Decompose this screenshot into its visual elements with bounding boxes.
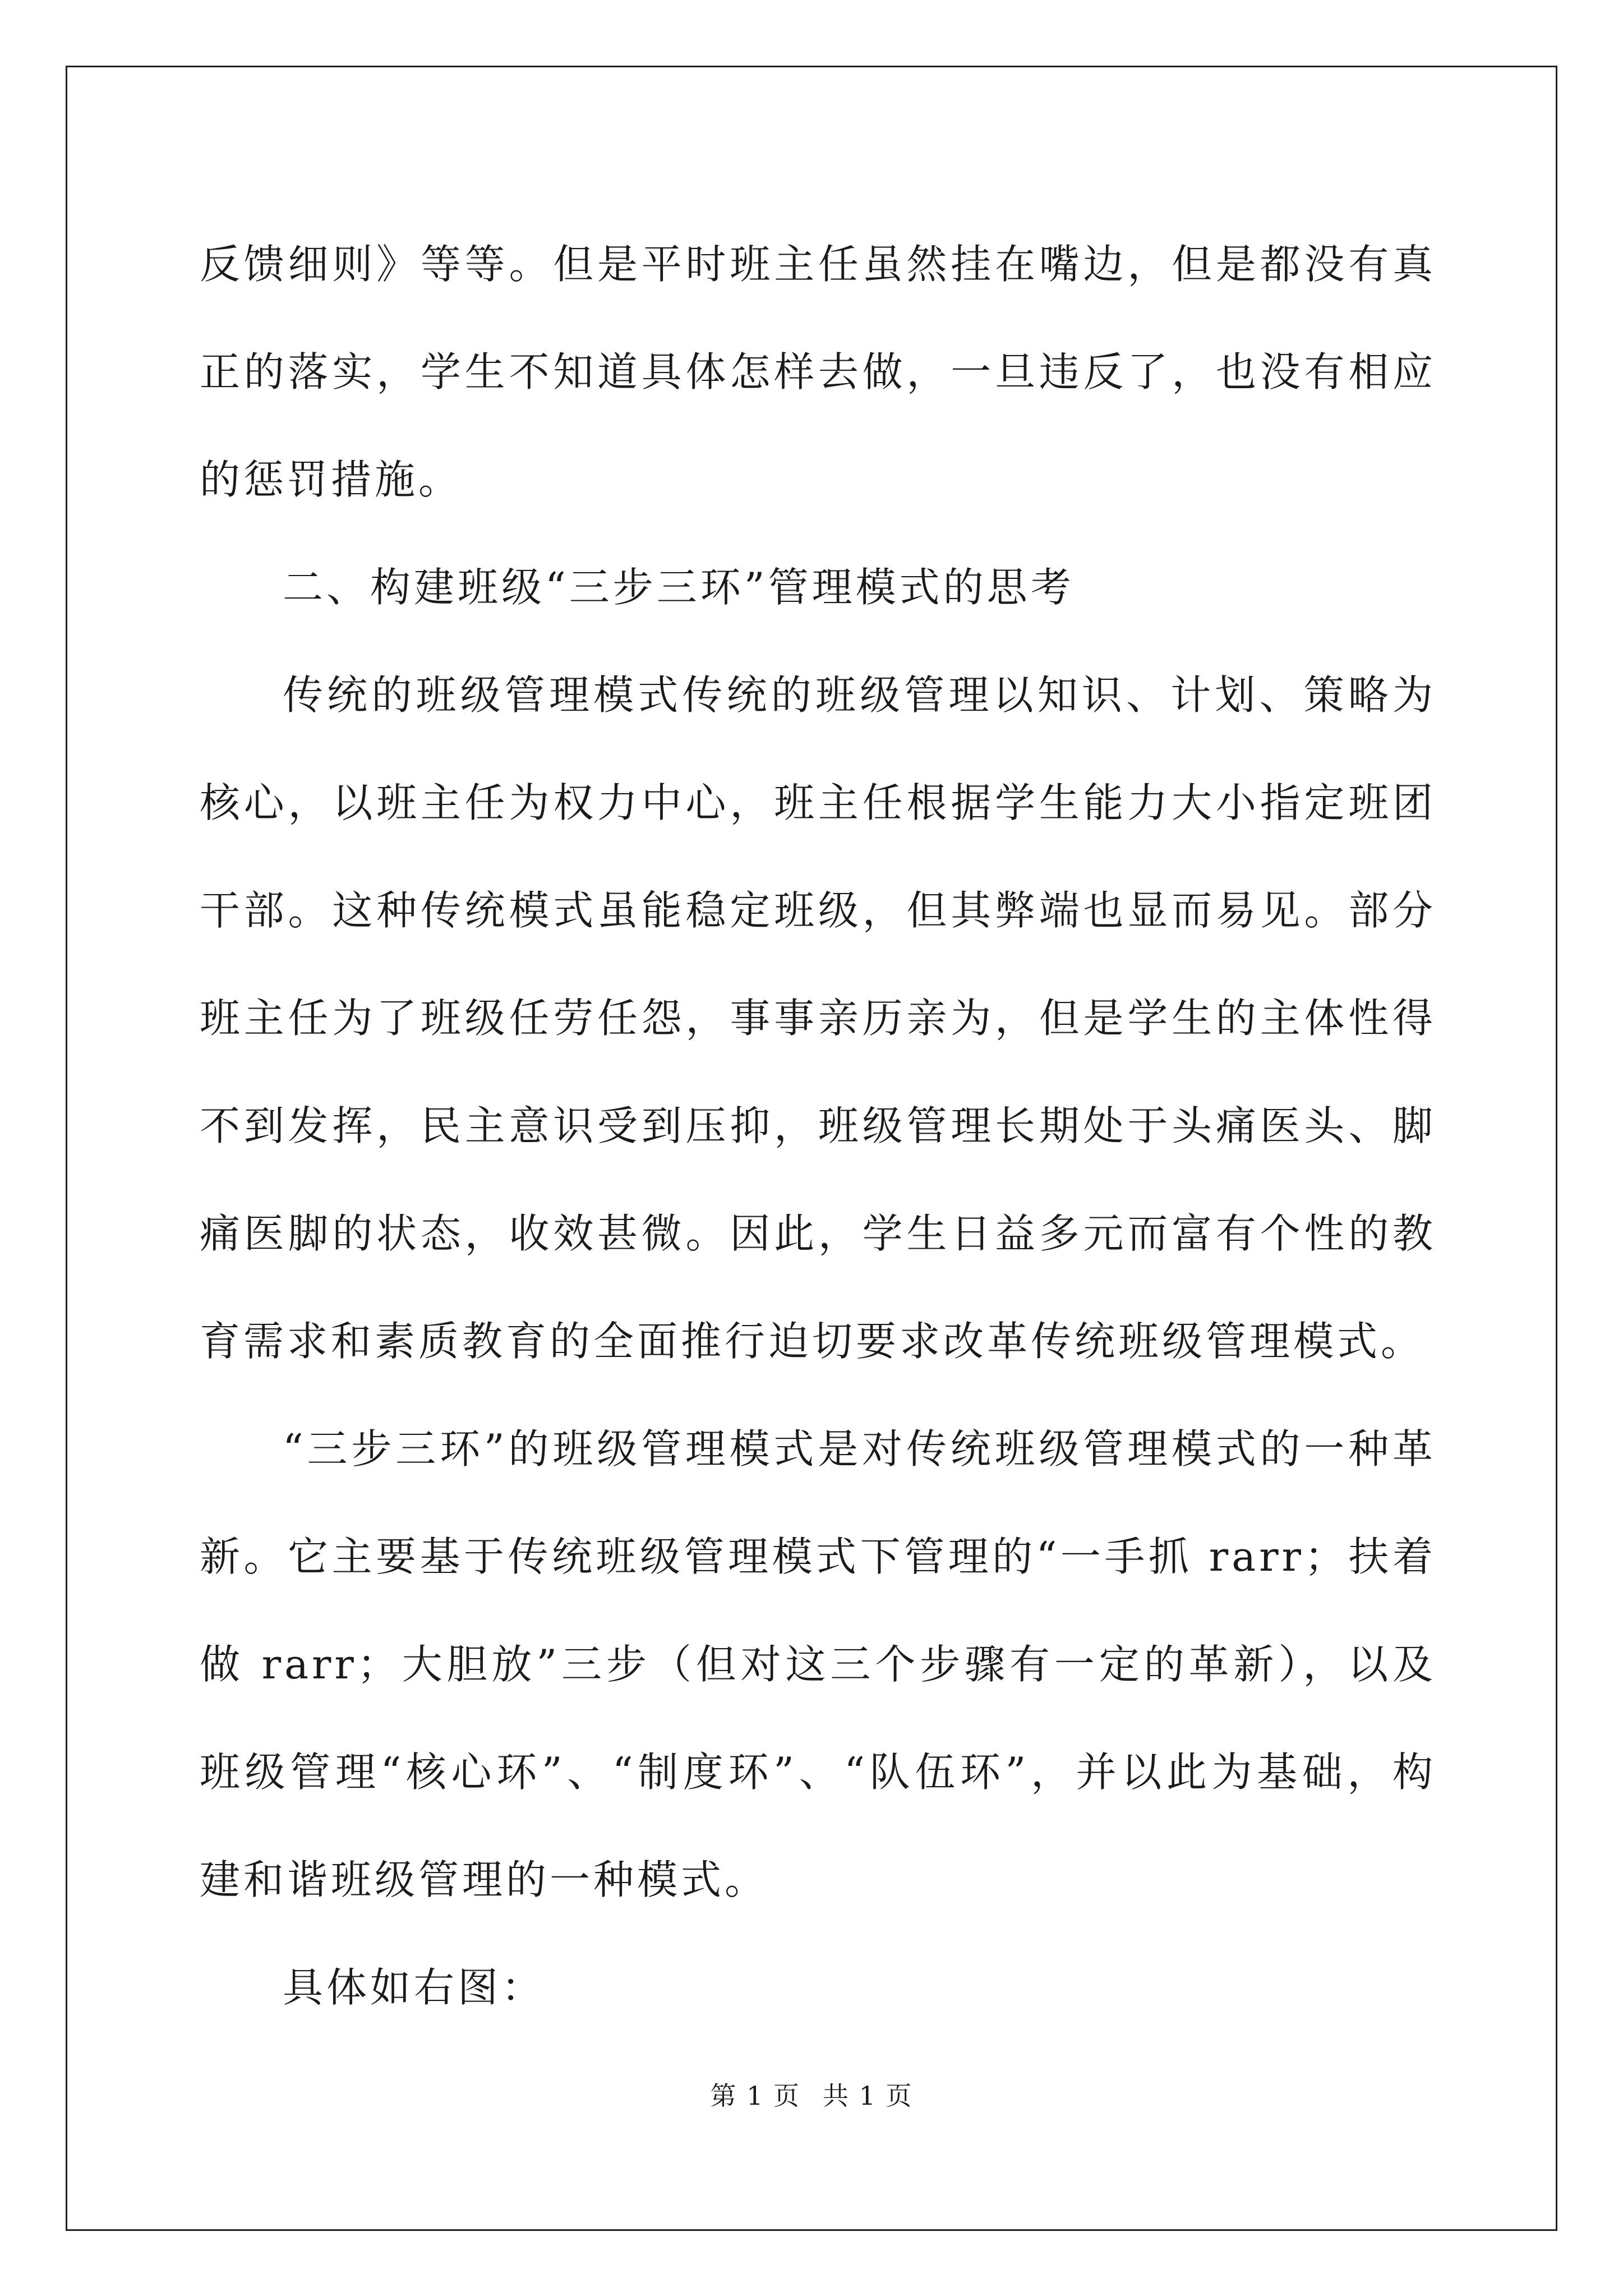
page-footer	[0, 2076, 1623, 2113]
paragraph-1: 反馈细则》等等。但是平时班主任虽然挂在嘴边，但是都没有真正的落实，学生不知道具体怎样去做，一旦违反了，也没有相应的惩罚措施。	[200, 241, 1436, 503]
page-number: 第 1 页	[710, 2081, 800, 2111]
paragraph-2: 传统的班级管理模式传统的班级管理以知识、计划、策略为核心，以班主任为权力中心，班主任根据学生能力大小指定班团干部。这种传统模式虽能稳定班级，但其弊端也显而易见。部分班主任为了班级任劳任怨，事事亲历亲为，但是学生的主体性得不到发挥，民主意识受到压抑，班级管理长期处于头痛医头、脚痛医脚的状态，收效甚微。因此，学生日益多元而富有个性的教育需求和素质教育的全面推行迫切要求改革传统班级管理模式。	[200, 671, 1436, 1365]
paragraph-4: 具体如右图：	[283, 1964, 546, 2011]
paragraph-3: “三步三环”的班级管理模式是对传统班级管理模式的一种革新。它主要基于传统班级管理模式下管理的“一手抓 rarr；扶着做 rarr；大胆放”三步（但对这三个步骤有一定的革新），以及班级管理“核心环”、“制度环”、“队伍环”，并以此为基础，构建和谐班级管理的一种模式。	[200, 1425, 1436, 1903]
document-body	[200, 210, 1436, 2041]
section-heading: 二、构建班级“三步三环”管理模式的思考	[283, 564, 1075, 611]
page-total: 共 1 页	[823, 2081, 913, 2111]
